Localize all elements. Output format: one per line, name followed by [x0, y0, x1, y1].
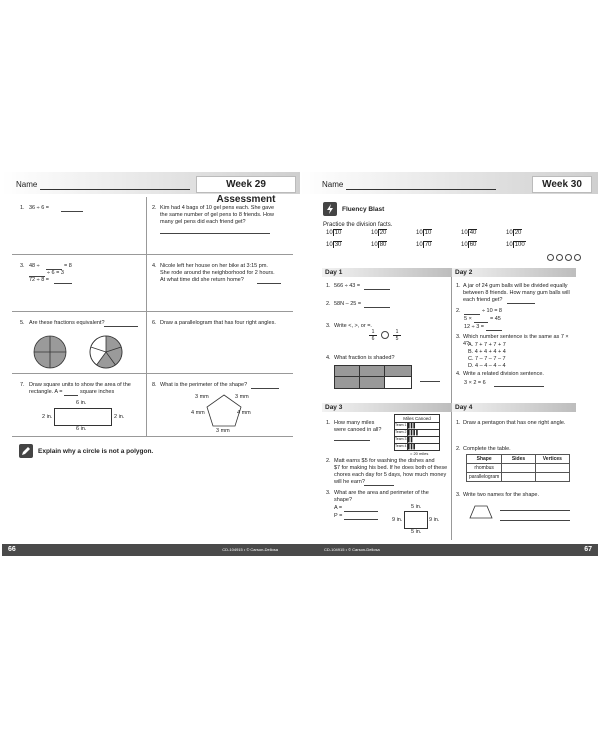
question-4: 4. Nicole left her house on her bike at 3:15 pm. She rode around the neighborhood for 2 hours. At what time did she return home?	[147, 255, 293, 312]
score-circle[interactable]	[547, 254, 554, 261]
circle-fourths	[34, 336, 66, 368]
lightning-icon	[323, 202, 337, 216]
division-problem: 10 10	[326, 230, 342, 236]
division-problem: 10 40	[461, 230, 477, 236]
rectangle-shape	[404, 511, 428, 529]
question-3: 3. 48 ÷ = 8 ÷ 6 = 3 72 ÷ 8 =	[12, 255, 147, 312]
fluency-title: Fluency Blast	[342, 206, 385, 213]
rectangle-shape	[54, 408, 112, 426]
right-footer	[300, 544, 598, 556]
page-number: 66	[8, 546, 16, 553]
answer-line	[160, 233, 270, 234]
explain-prompt: Explain why a circle is not a polygon.	[38, 448, 154, 455]
footer-credit: CD-104915 • © Carson-Dellosa	[222, 547, 278, 552]
option-d[interactable]: D. 4 – 4 – 4 – 4	[468, 363, 506, 369]
question-5: 5. Are these fractions equivalent?	[12, 312, 147, 374]
footer-credit: CD-104915 • © Carson-Dellosa	[324, 547, 380, 552]
fraction-grid	[334, 365, 412, 389]
name-line	[346, 189, 496, 190]
division-problem: 10 30	[326, 242, 342, 248]
question-2: 2. Kim had 4 bags of 10 gel pens each. She gave the same number of gel pens to 8 friends. How many gel pens did each friend get?	[147, 197, 293, 255]
day-3-section: 1. How many miles were canoed in all? Miles Canoed Team 1 ▌▌▌ Team 2 ▌▌▌▌ Team 3 ▌▌ Team 4 ▌▌▌ = 20 miles 2. Matt earns $5 for washing the dishes and $7 for making his bed. If he does both of these chores each day for 5 days, how much money will he earn? 3. What are the area and perimeter of the shape? A = P = 5 in. 9 in. 9 in. 5 in.	[322, 412, 452, 540]
day-4-header: Day 4	[452, 403, 576, 412]
right-header	[300, 172, 598, 194]
option-b[interactable]: B. 4 + 4 + 4 + 4	[468, 349, 506, 355]
division-problem: 10 10	[416, 230, 432, 236]
left-header	[2, 172, 300, 205]
division-problem: 10 100	[506, 242, 525, 248]
question-6: 6. Draw a parallelogram that has four right angles.	[147, 312, 293, 374]
page-title: Week 29 Assessment	[196, 176, 296, 193]
right-page	[300, 172, 598, 562]
question-7: 7. Draw square units to show the area of the rectangle. A = square inches 6 in. 2 in. 2 in. 6 in.	[12, 374, 147, 437]
miles-canoed-chart: Miles Canoed Team 1 ▌▌▌ Team 2 ▌▌▌▌ Team 3 ▌▌ Team 4 ▌▌▌	[394, 414, 440, 451]
division-problem: 10 70	[416, 242, 432, 248]
fraction-a: 1 6	[369, 329, 377, 342]
question-8: 8. What is the perimeter of the shape? 3 mm 3 mm 4 mm 4 mm 3 mm	[147, 374, 293, 437]
score-circle[interactable]	[574, 254, 581, 261]
name-label: Name	[322, 180, 344, 189]
shape-table: Shape Sides Vertices rhombus parallelogram	[466, 454, 570, 482]
answer-line	[61, 211, 83, 212]
fraction-circles	[32, 334, 132, 370]
trapezoid-shape	[468, 504, 494, 520]
score-circle[interactable]	[556, 254, 563, 261]
score-circle[interactable]	[565, 254, 572, 261]
day-1-section: 1. 566 ÷ 43 = 2. 58N – 25 = 3. Write <, >, or =. 1 6 1 5 4. What fraction is shaded?	[322, 277, 452, 403]
name-line	[40, 189, 190, 190]
left-page	[2, 172, 300, 562]
division-problem: 10 20	[371, 230, 387, 236]
day-3-header: Day 3	[322, 403, 452, 412]
day-4-section: 1. Draw a pentagon that has one right angle. 2. Complete the table. Shape Sides Vertices rhombus parallelogram 3. Write two names for the shape.	[452, 412, 576, 540]
fraction-b: 1 5	[393, 329, 401, 342]
day-2-header: Day 2	[452, 268, 576, 277]
page-title: Week 30	[532, 176, 592, 193]
name-label: Name	[16, 180, 38, 189]
division-problem: 10 20	[506, 230, 522, 236]
pencil-icon	[19, 444, 33, 458]
option-c[interactable]: C. 7 – 7 – 7 – 7	[468, 356, 506, 362]
practice-instruction: Practice the division facts.	[323, 222, 393, 228]
page-number: 67	[584, 546, 592, 553]
circle-fifths	[90, 336, 122, 368]
division-problem: 10 80	[371, 242, 387, 248]
question-1: 1. 36 ÷ 6 =	[12, 197, 147, 255]
day-2-section: 1. A jar of 24 gum balls will be divided equally between 8 friends. How many gum balls will each friend get? 2. ÷ 10 = 8 5 × = 45 12 ÷ 3 = 3. Which number sentence is the same as 7 × 4? A. 7 + 7 + 7 + 7 B. 4 + 4 + 4 + 4 C. 7 – 7 – 7 – 7 D. 4 – 4 – 4 – 4 4. Write a related division sentence. 3 × 2 = 6	[456, 283, 570, 386]
division-problem: 10 60	[461, 242, 477, 248]
option-a[interactable]: A. 7 + 7 + 7 + 7	[468, 342, 506, 348]
left-footer	[2, 544, 300, 556]
day-1-header: Day 1	[322, 268, 452, 277]
comparison-circle[interactable]	[381, 331, 389, 339]
